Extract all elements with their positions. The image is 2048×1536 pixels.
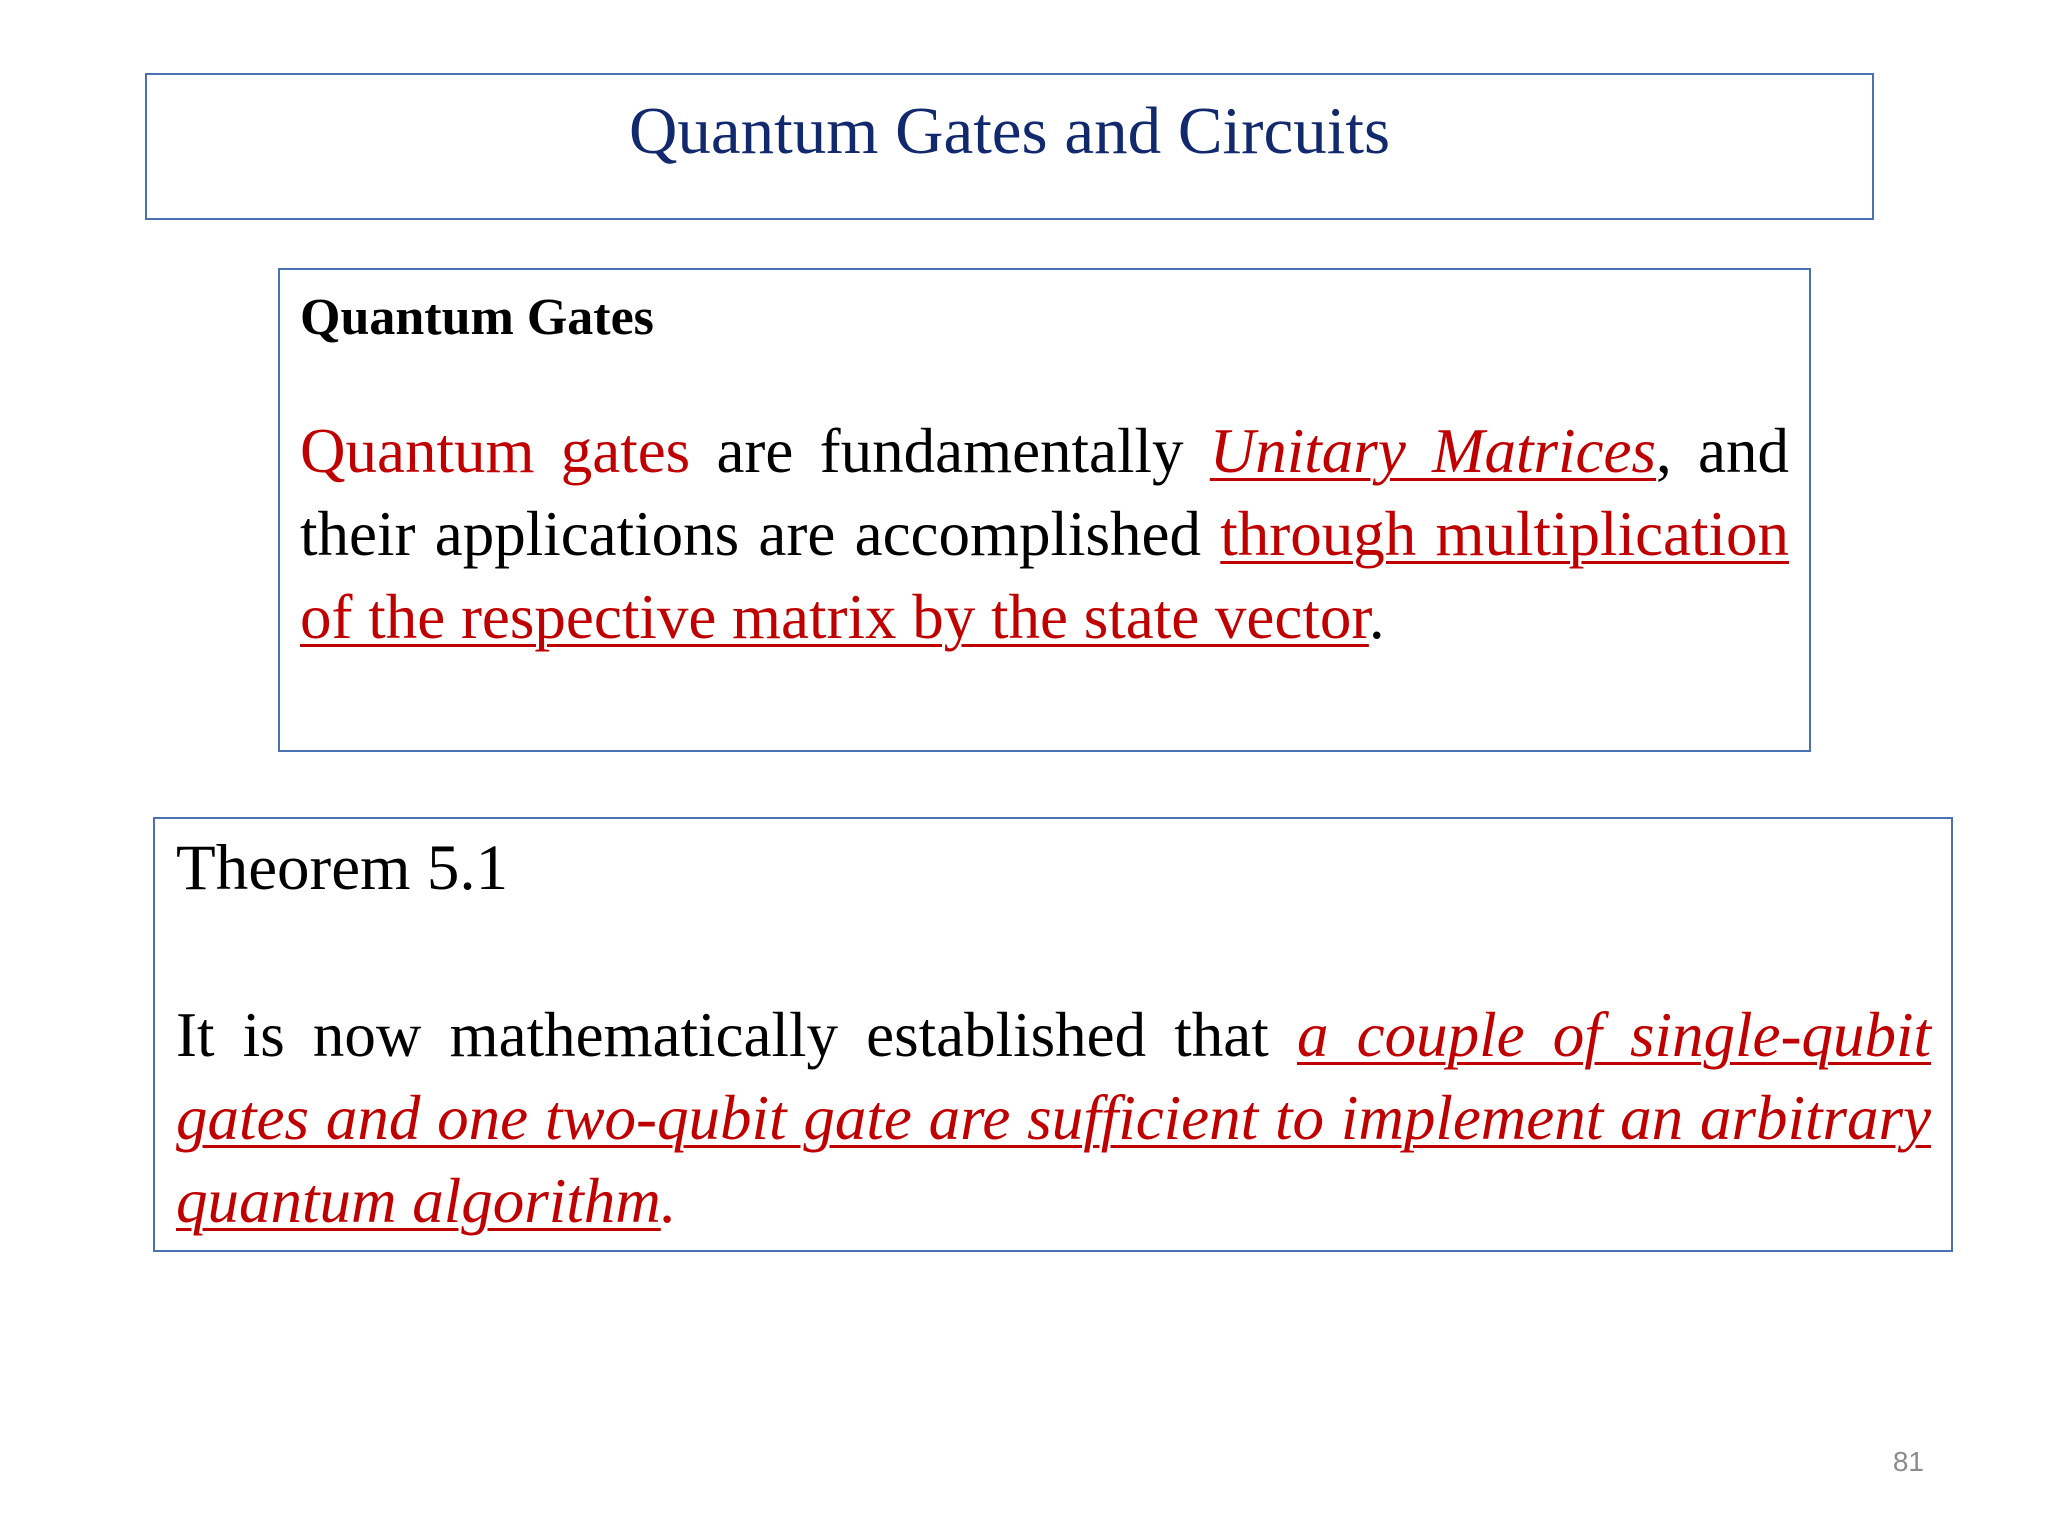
text-segment-quantum-gates: Quantum gates (300, 416, 691, 486)
slide-title: Quantum Gates and Circuits (628, 94, 1391, 168)
text-segment-period: . (1368, 582, 1385, 652)
quantum-gates-box (278, 268, 1811, 752)
text-segment: are fundamentally (690, 416, 1210, 486)
theorem-paragraph (176, 994, 1931, 1243)
theorem-heading: Theorem 5.1 (176, 832, 509, 904)
quantum-gates-paragraph (300, 410, 1789, 659)
title-box (145, 73, 1874, 220)
page-number: 81 (1892, 1446, 1924, 1477)
text-segment-theorem-statement: a couple of single-qubit gates and one two-qubit gate are sufficient to implement an arbitrary quantum algorithm (176, 1000, 1931, 1236)
text-segment: It is now mathematically established that (176, 1000, 1297, 1070)
text-segment: , and their applications are accomplished (300, 416, 1789, 569)
text-segment-period: . (660, 1166, 677, 1236)
text-segment-unitary-matrices: Unitary Matrices (1209, 416, 1656, 486)
theorem-box (153, 817, 1953, 1252)
quantum-gates-heading: Quantum Gates (300, 289, 654, 346)
text-segment-multiplication: through multiplication of the respective matrix by the state vector (300, 499, 1789, 652)
